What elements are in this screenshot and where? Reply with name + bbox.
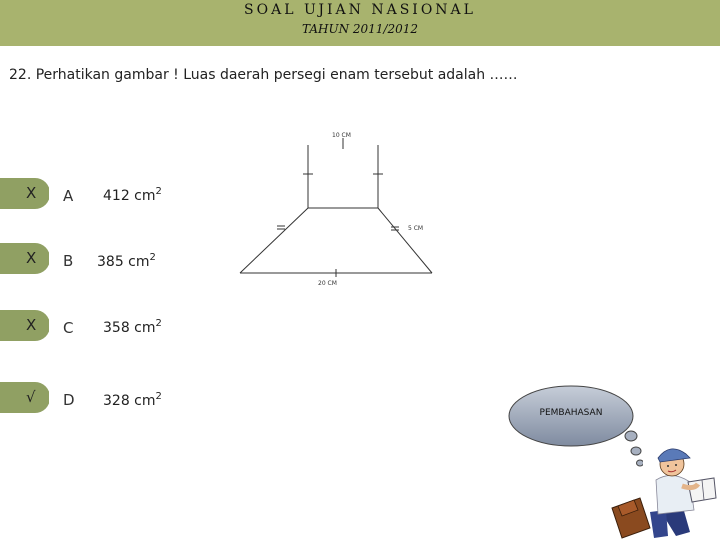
option-d-value: 328 cm <box>103 393 156 409</box>
option-c-value: 358 cm <box>103 320 156 336</box>
header-banner <box>0 0 720 46</box>
option-a-letter-button[interactable]: A <box>50 181 88 212</box>
option-c-answer <box>103 318 162 336</box>
option-a-mark-button[interactable]: X <box>0 178 50 209</box>
hexagon-figure <box>230 128 440 293</box>
option-d-answer <box>103 391 162 409</box>
option-a-value: 412 cm <box>103 188 156 204</box>
label-bottom-length: 20 CM <box>318 280 337 287</box>
pembahasan-label[interactable]: PEMBAHASAN <box>539 408 603 418</box>
exam-title: SOAL UJIAN NASIONAL <box>244 2 476 18</box>
option-d-letter-button[interactable]: D <box>50 385 88 416</box>
hexagon-diagram <box>230 128 440 293</box>
exam-year: TAHUN 2011/2012 <box>301 22 419 36</box>
student-illustration <box>610 440 720 540</box>
option-c-exponent: 2 <box>155 318 162 329</box>
option-c-mark-button[interactable]: X <box>0 310 50 341</box>
option-b-value: 385 cm <box>97 254 150 270</box>
option-c-letter-button[interactable]: C <box>50 313 88 344</box>
option-b-answer <box>97 252 156 270</box>
option-a-answer <box>103 186 162 204</box>
option-b-mark-button[interactable]: X <box>0 243 50 274</box>
option-a-exponent: 2 <box>155 186 162 197</box>
option-d-exponent: 2 <box>155 391 162 402</box>
right-slant-side <box>378 208 432 273</box>
left-slant-side <box>240 208 308 273</box>
student-icon <box>610 440 720 540</box>
option-d-mark-button[interactable]: √ <box>0 382 50 413</box>
question-text: 22. Perhatikan gambar ! Luas daerah persegi enam tersebut adalah …… <box>9 67 518 83</box>
label-top-length: 10 CM <box>332 132 351 139</box>
option-b-exponent: 2 <box>149 252 156 263</box>
label-side-length: 5 CM <box>408 225 424 232</box>
option-b-letter-button[interactable]: B <box>50 246 88 277</box>
